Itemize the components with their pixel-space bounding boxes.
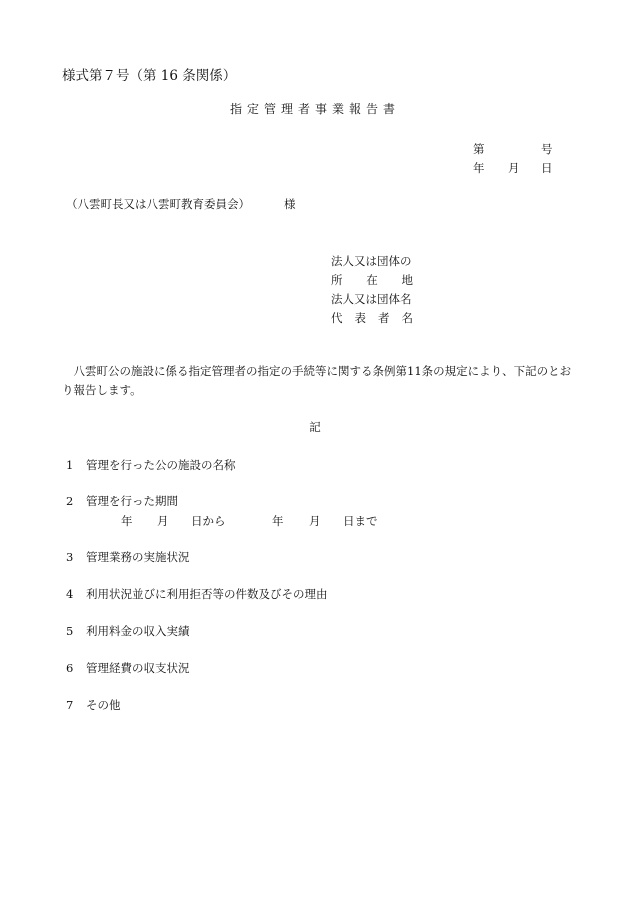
list-item: 5 利用料金の収入実績 <box>66 624 190 638</box>
sender-block <box>331 252 441 328</box>
doc-number-prefix: 第 <box>473 142 485 156</box>
sender-org-name-label: 法人又は団体名 <box>331 292 412 306</box>
list-item: 1 管理を行った公の施設の名称 <box>66 458 236 472</box>
list-item: 4 利用状況並びに利用拒否等の件数及びその理由 <box>66 587 328 601</box>
doc-number-suffix: 号 <box>541 142 553 156</box>
addressee-honorific: 様 <box>284 197 296 211</box>
period-to-month: 月 <box>309 514 321 528</box>
period-from-month: 月 <box>157 514 169 528</box>
list-item: 3 管理業務の実施状況 <box>66 550 190 564</box>
date-year: 年 <box>473 161 485 175</box>
sender-address-label: 所 在 地 <box>331 273 413 287</box>
date-day: 日 <box>541 161 553 175</box>
period-from-year: 年 <box>121 514 133 528</box>
period-from-day: 日から <box>191 514 226 528</box>
date-month: 月 <box>508 161 520 175</box>
addressee: （八雲町長又は八雲町教育委員会） <box>66 197 250 211</box>
sender-line1: 法人又は団体の <box>331 254 412 268</box>
period-to-year: 年 <box>272 514 284 528</box>
list-item: 2 管理を行った期間 <box>66 494 178 508</box>
sender-representative-label: 代 表 者 名 <box>331 311 413 325</box>
list-item: 7 その他 <box>66 698 121 712</box>
document-title: 指定管理者事業報告書 <box>229 102 400 116</box>
list-item: 6 管理経費の収支状況 <box>66 661 190 675</box>
ki-heading: 記 <box>309 420 321 434</box>
form-number: 様式第７号（第 16 条関係） <box>62 68 237 84</box>
period-to-day: 日まで <box>343 514 378 528</box>
body-text: 八雲町公の施設に係る指定管理者の指定の手続等に関する条例第11条の規定により、下記のとおり報告します。 <box>62 364 572 397</box>
